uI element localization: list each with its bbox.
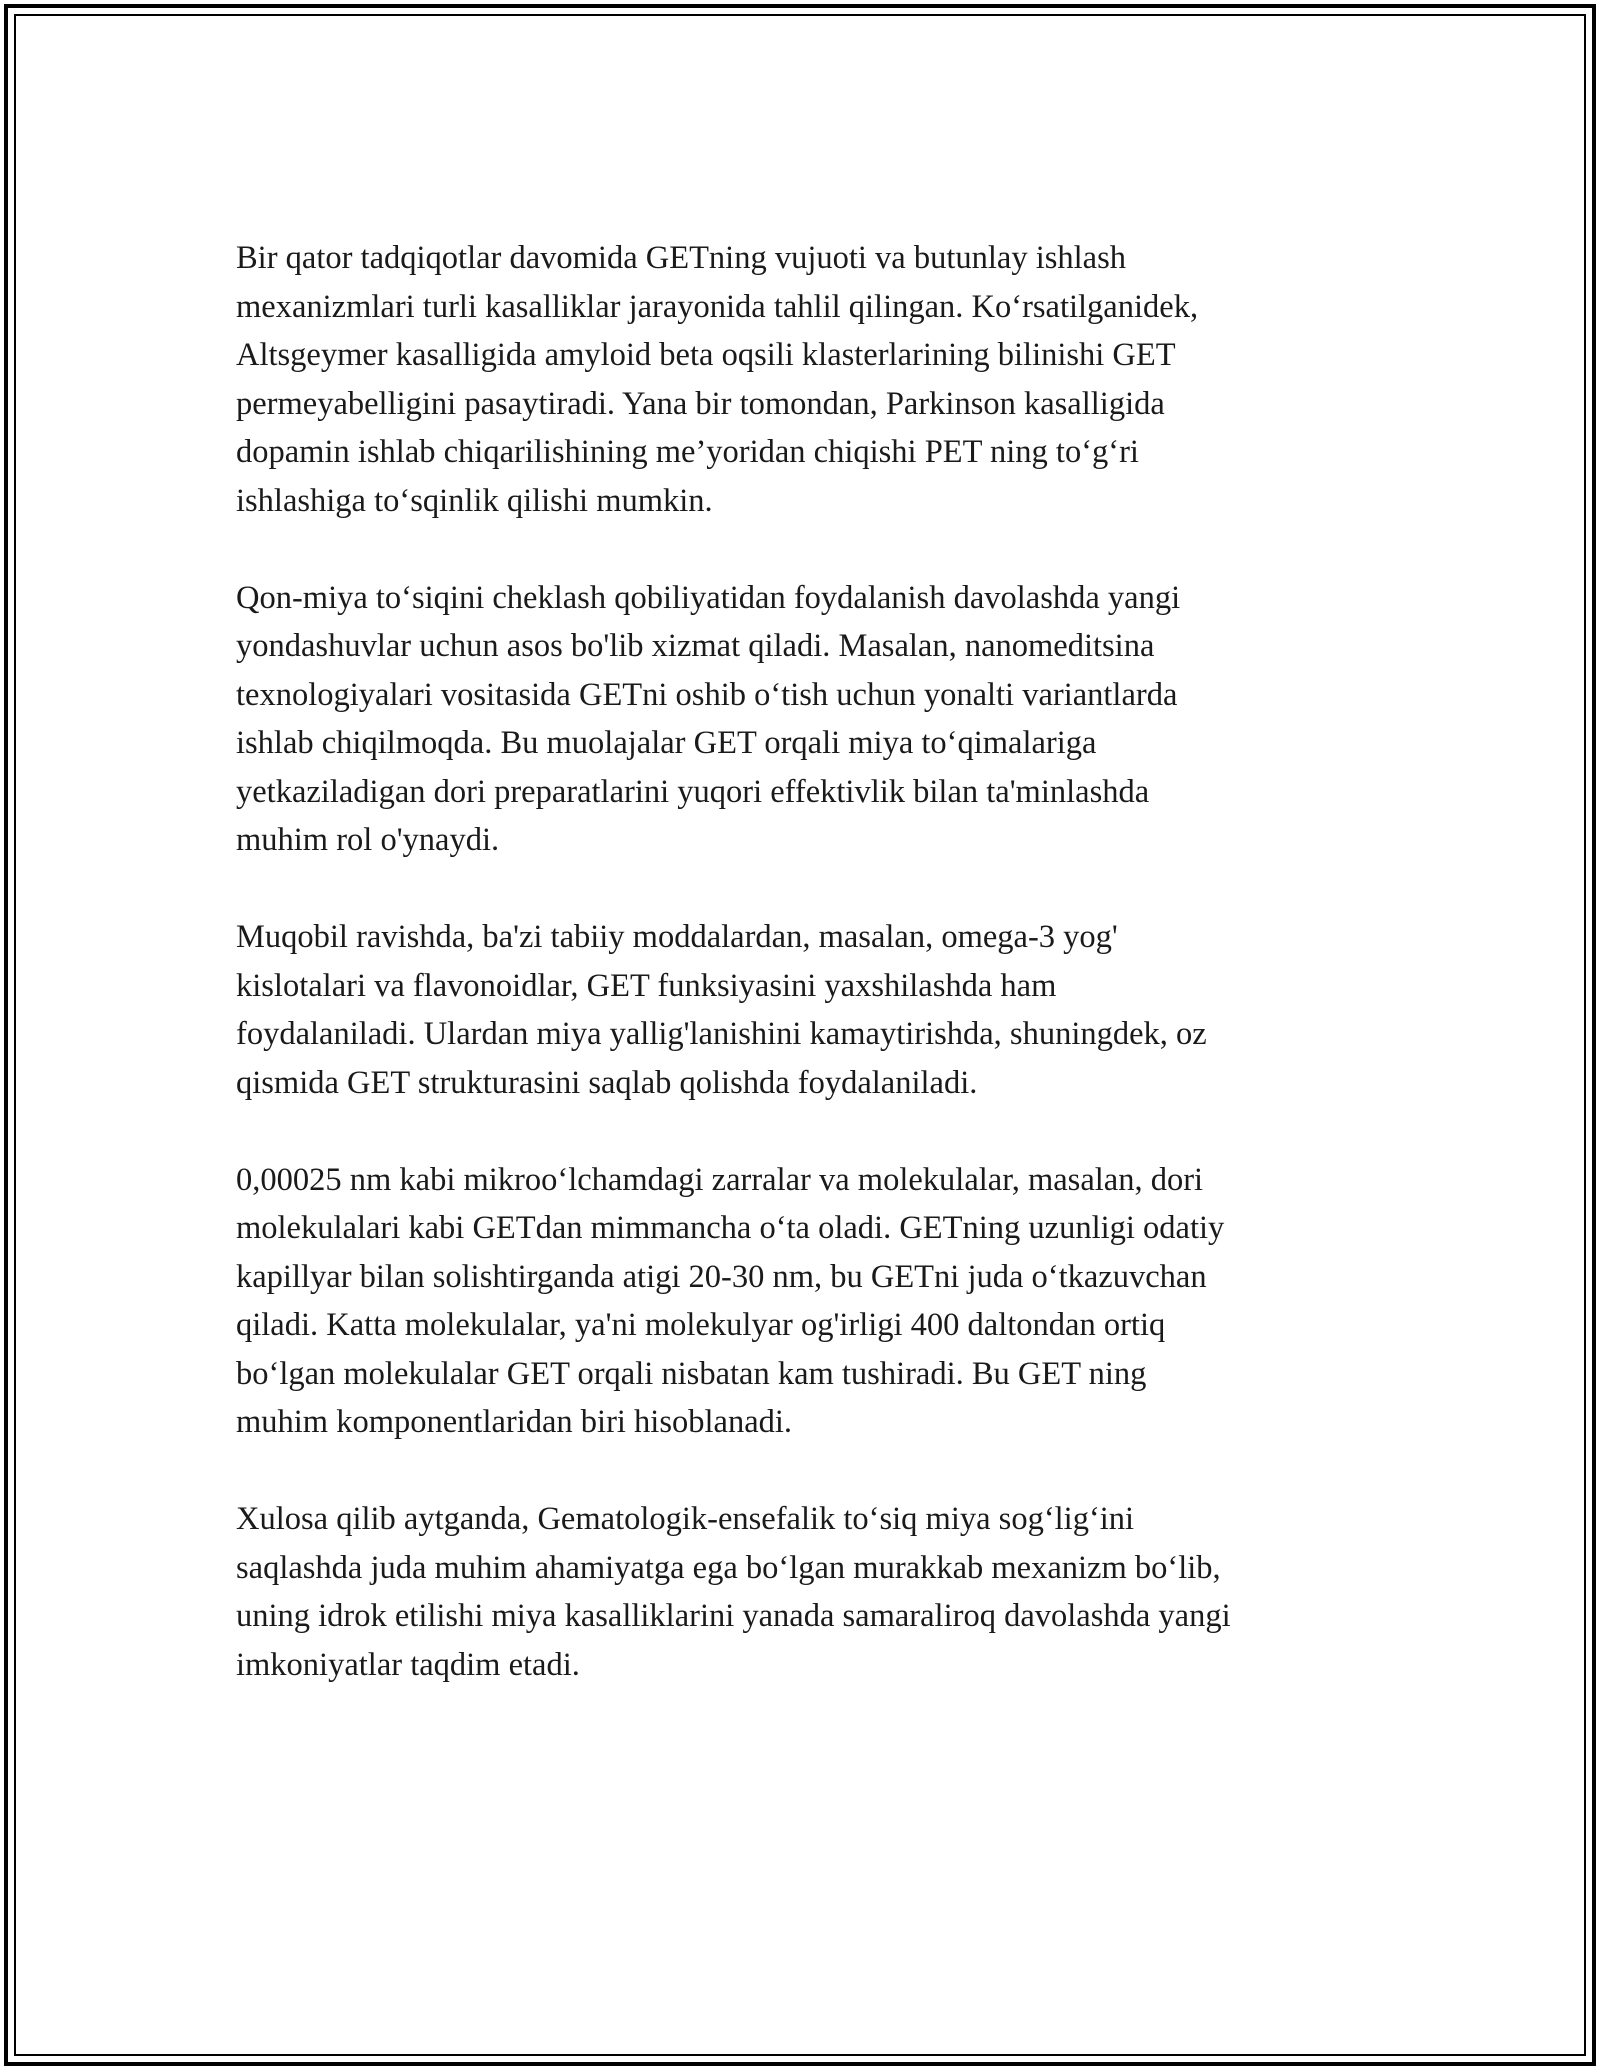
paragraph-1: Bir qator tadqiqotlar davomida GETning vujuoti va butunlay ishlash mexanizmlari turli kasalliklar jarayonida tahlil qilingan. Koʻrsatilganidek, Altsgeymer kasalligida amyloid beta oqsili klasterlarining bilinishi GET permeyabelligini pasaytiradi. Yana bir tomondan, Parkinson kasalligida dopamin ishlab chiqarilishining me’yoridan chiqishi PET ning toʻgʻri ishlashiga toʻsqinlik qilishi mumkin. — [236, 240, 1199, 519]
document-body — [236, 234, 1396, 1689]
paragraph-3: Muqobil ravishda, ba'zi tabiiy moddalardan, masalan, omega-3 yog' kislotalari va flavonoidlar, GET funksiyasini yaxshilashda ham foydalaniladi. Ulardan miya yallig'lanishini kamaytirishda, shuningdek, oz qismida GET strukturasini saqlab qolishda foydalaniladi. — [236, 919, 1207, 1101]
paragraph-4: 0,00025 nm kabi mikrooʻlchamdagi zarralar va molekulalar, masalan, dori molekulalari kabi GETdan mimmancha oʻta oladi. GETning uzunligi odatiy kapillyar bilan solishtirganda atigi 20-30 nm, bu GETni juda oʻtkazuvchan qiladi. Katta molekulalar, ya'ni molekulyar og'irligi 400 daltondan ortiq boʻlgan molekulalar GET orqali nisbatan kam tushiradi. Bu GET ning muhim komponentlaridan biri hisoblanadi. — [236, 1161, 1225, 1440]
paragraph-2: Qon-miya toʻsiqini cheklash qobiliyatidan foydalanish davolashda yangi yondashuvlar uchun asos bo'lib xizmat qiladi. Masalan, nanomeditsina texnologiyalari vositasida GETni oshib oʻtish uchun yonalti variantlarda ishlab chiqilmoqda. Bu muolajalar GET orqali miya toʻqimalariga yetkaziladigan dori preparatlarini yuqori effektivlik bilan ta'minlashda muhim rol o'ynaydi. — [236, 579, 1181, 858]
paragraph-5: Xulosa qilib aytganda, Gematologik-ensefalik toʻsiq miya sogʻligʻini saqlashda juda muhim ahamiyatga ega boʻlgan murakkab mexanizm boʻlib, uning idrok etilishi miya kasalliklarini yanada samaraliroq davolashda yangi imkoniyatlar taqdim etadi. — [236, 1501, 1231, 1683]
